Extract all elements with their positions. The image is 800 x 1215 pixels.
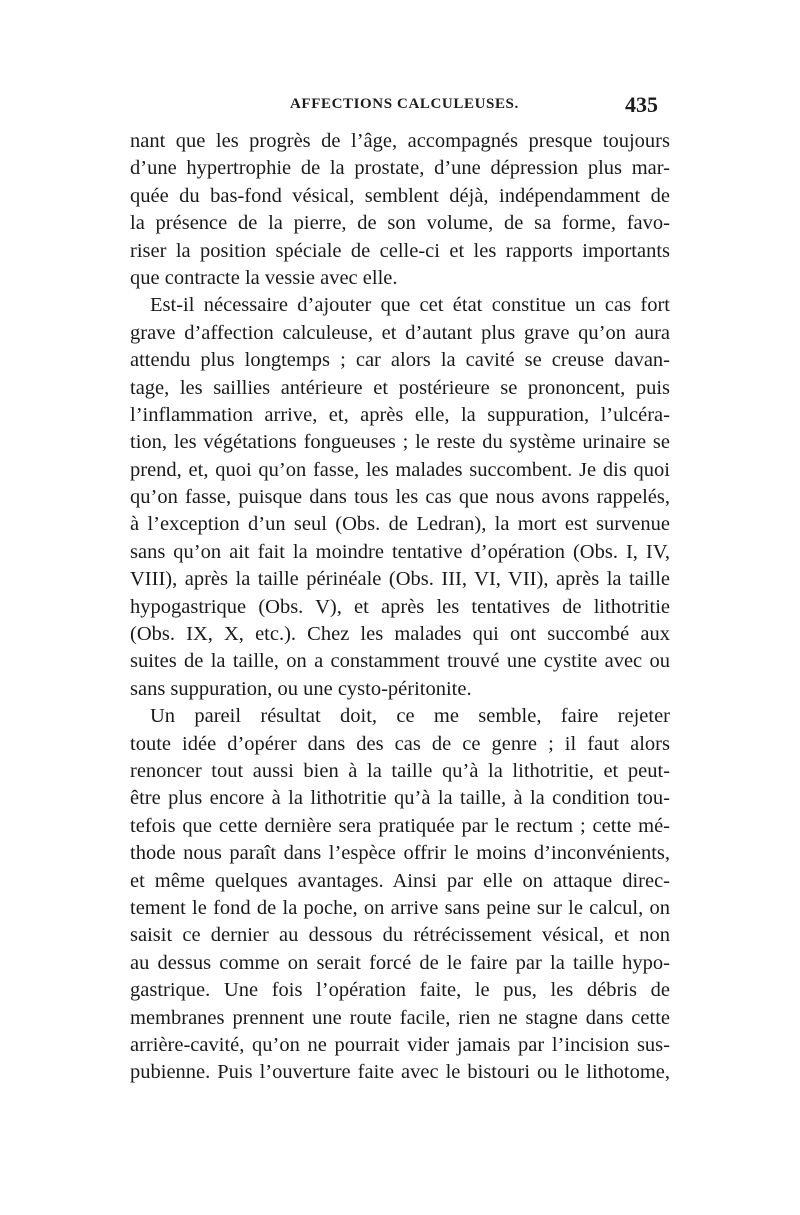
running-title: AFFECTIONS CALCULEUSES. (290, 96, 519, 112)
text-line: sans qu’on ait fait la moindre tentative d’opération (Obs. I, IV, (130, 540, 670, 563)
text-line: quée du bas-fond vésical, semblent déjà, indépendamment de (130, 184, 670, 207)
text-line: (Obs. IX, X, etc.). Chez les malades qui ont succombé aux (130, 623, 670, 646)
text-line: arrière-cavité, qu’on ne pourrait vider jamais par l’incision sus- (130, 1033, 670, 1056)
text-line: attendu plus longtemps ; car alors la cavité se creuse davan- (130, 349, 670, 372)
text-line: grave d’affection calculeuse, et d’autant plus grave qu’on aura (130, 321, 670, 344)
text-line: renoncer tout aussi bien à la taille qu’à la lithotritie, et peut- (130, 759, 670, 782)
text-line: tefois que cette dernière sera pratiquée par le rectum ; cette mé- (130, 814, 670, 837)
text-line: VIII), après la taille périnéale (Obs. III, VI, VII), après la taille (130, 568, 670, 591)
text-line: hypogastrique (Obs. V), et après les tentatives de lithotritie (130, 595, 670, 618)
text-line: membranes prennent une route facile, rien ne stagne dans cette (130, 1006, 670, 1029)
text-line: et même quelques avantages. Ainsi par elle on attaque direc- (130, 869, 670, 892)
paragraph (130, 703, 670, 1086)
text-line: l’inflammation arrive, et, après elle, la suppuration, l’ulcéra- (130, 403, 670, 426)
paragraph (130, 292, 670, 703)
text-line: suites de la taille, on a constamment trouvé une cystite avec ou (130, 650, 670, 673)
text-body (130, 128, 670, 1087)
text-line: sans suppuration, ou une cysto-péritonite. (130, 677, 472, 700)
text-line: que contracte la vessie avec elle. (130, 266, 398, 289)
page-number: 435 (625, 92, 658, 117)
text-line: tement le fond de la poche, on arrive sans peine sur le calcul, on (130, 896, 670, 919)
running-head (130, 92, 658, 120)
text-line: riser la position spéciale de celle-ci et les rapports importants (130, 239, 670, 262)
text-line: Un pareil résultat doit, ce me semble, faire rejeter (150, 705, 670, 728)
text-line: prend, et, quoi qu’on fasse, les malades succombent. Je dis quoi (130, 458, 670, 481)
text-line: tion, les végétations fongueuses ; le reste du système urinaire se (130, 431, 670, 454)
text-line: d’une hypertrophie de la prostate, d’une dépression plus mar- (130, 157, 670, 180)
text-line: pubienne. Puis l’ouverture faite avec le bistouri ou le lithotome, (130, 1061, 670, 1084)
text-line: nant que les progrès de l’âge, accompagnés presque toujours (130, 130, 670, 152)
text-line: à l’exception d’un seul (Obs. de Ledran), la mort est survenue (130, 513, 670, 536)
text-line: tage, les saillies antérieure et postérieure se prononcent, puis (130, 376, 670, 399)
text-line: thode nous paraît dans l’espèce offrir le moins d’inconvénients, (130, 842, 670, 865)
text-line: toute idée d’opérer dans des cas de ce genre ; il faut alors (130, 732, 670, 755)
text-line: la présence de la pierre, de son volume, de sa forme, favo- (130, 212, 670, 235)
text-line: au dessus comme on serait forcé de le faire par la taille hypo- (130, 951, 670, 974)
paragraph (130, 128, 670, 292)
text-line: saisit ce dernier au dessous du rétrécissement vésical, et non (130, 924, 670, 947)
text-line: qu’on fasse, puisque dans tous les cas que nous avons rappelés, (130, 486, 670, 509)
text-line: gastrique. Une fois l’opération faite, le pus, les débris de (130, 979, 670, 1002)
text-line: être plus encore à la lithotritie qu’à la taille, à la condition tou- (130, 787, 670, 810)
text-line: Est-il nécessaire d’ajouter que cet état constitue un cas fort (150, 294, 670, 317)
